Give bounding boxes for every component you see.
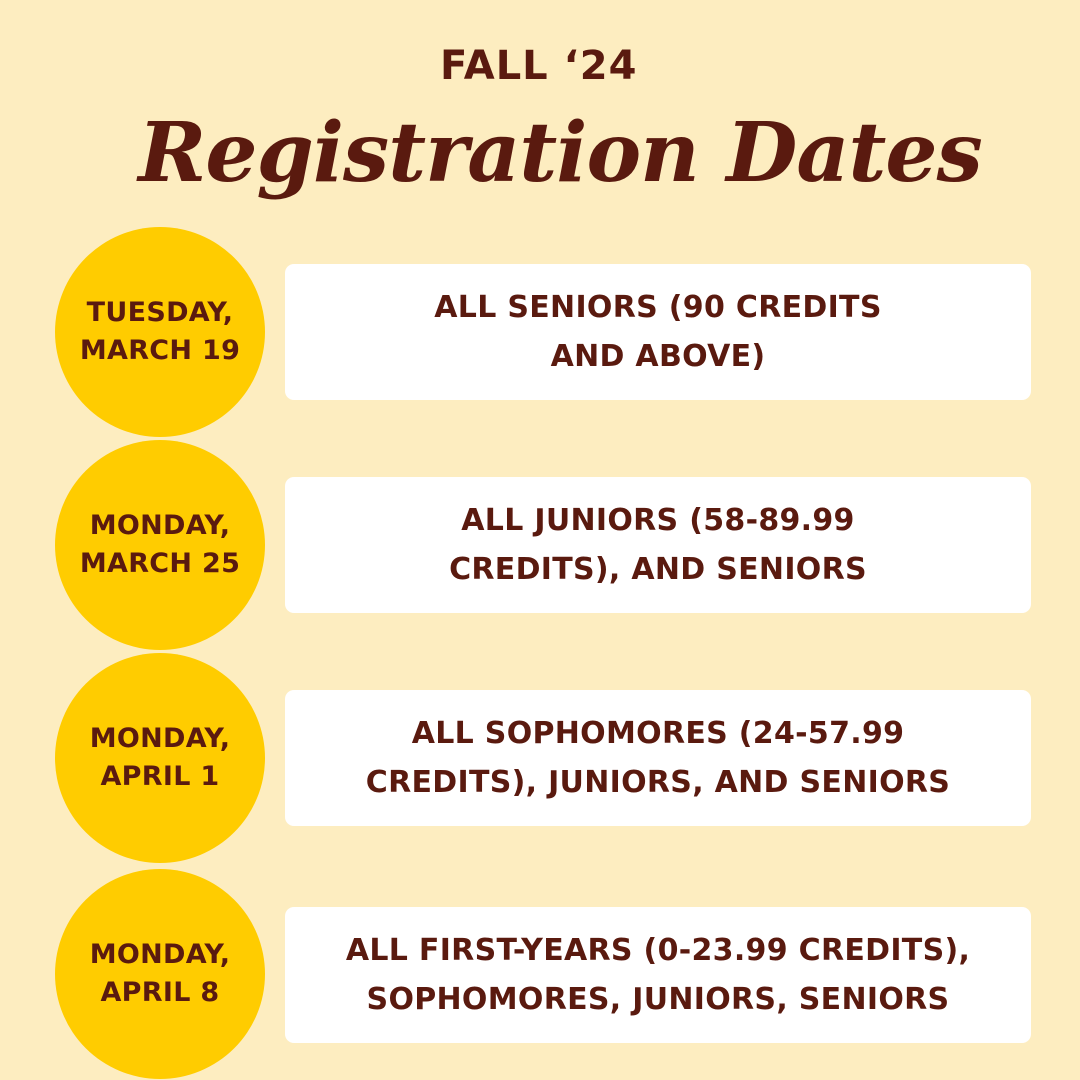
eligibility-line: ALL JUNIORS (58-89.99 xyxy=(461,503,855,538)
date-day: MARCH 19 xyxy=(79,335,241,366)
date-day: APRIL 1 xyxy=(100,761,220,792)
eligibility-line: CREDITS), AND SENIORS xyxy=(449,552,867,587)
date-weekday: TUESDAY, xyxy=(86,297,234,328)
date-weekday: MONDAY, xyxy=(89,723,231,754)
eligibility-line: ALL SENIORS (90 CREDITS xyxy=(434,290,882,325)
date-day: APRIL 8 xyxy=(100,977,220,1008)
date-circle xyxy=(55,440,265,650)
date-circle xyxy=(55,653,265,863)
eligibility-line: AND ABOVE) xyxy=(550,339,766,374)
eligibility-box xyxy=(285,477,1031,613)
eligibility-line: CREDITS), JUNIORS, AND SENIORS xyxy=(365,765,951,800)
eligibility-line: SOPHOMORES, JUNIORS, SENIORS xyxy=(366,982,950,1017)
date-circle xyxy=(55,869,265,1079)
eligibility-box xyxy=(285,264,1031,400)
schedule-row xyxy=(0,653,1080,863)
date-day: MARCH 25 xyxy=(79,548,241,579)
eligibility-box xyxy=(285,907,1031,1043)
eligibility-box xyxy=(285,690,1031,826)
schedule-row xyxy=(0,869,1080,1079)
date-weekday: MONDAY, xyxy=(89,510,231,541)
term-label: FALL ‘24 xyxy=(440,43,638,89)
schedule-row xyxy=(0,440,1080,650)
eligibility-line: ALL FIRST-YEARS (0-23.99 CREDITS), xyxy=(345,933,971,968)
schedule-row xyxy=(0,227,1080,437)
date-circle xyxy=(55,227,265,437)
date-weekday: MONDAY, xyxy=(89,939,231,970)
eligibility-line: ALL SOPHOMORES (24-57.99 xyxy=(411,716,905,751)
page-title: Registration Dates xyxy=(138,105,982,201)
